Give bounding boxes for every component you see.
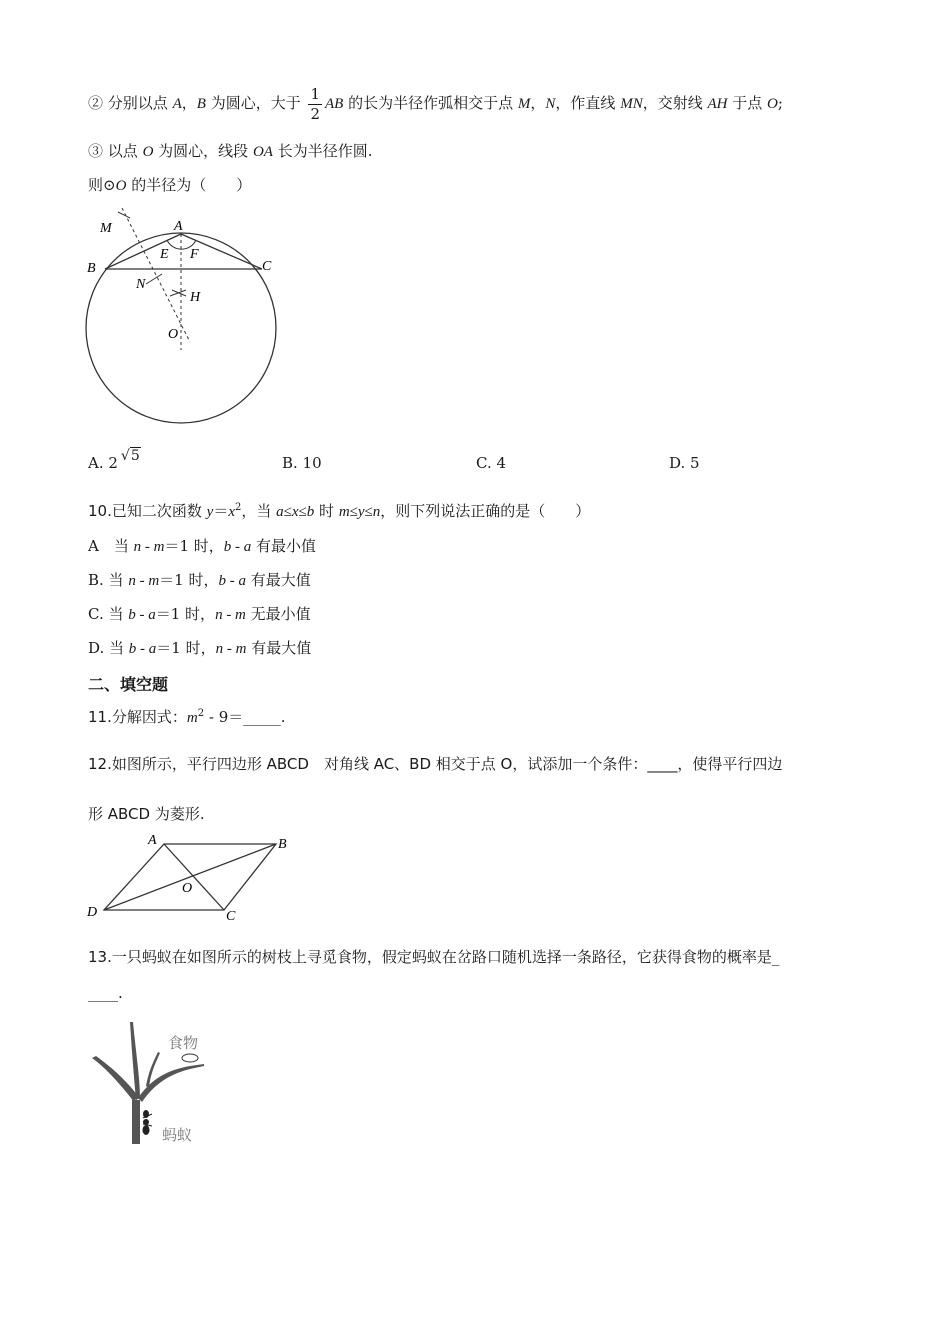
label-f: F xyxy=(190,247,199,262)
label-h: H xyxy=(190,290,201,305)
ant-icon xyxy=(143,1110,153,1135)
q12-answer-blank[interactable]: ____ xyxy=(647,755,678,773)
q9-option-b[interactable]: B. 10 xyxy=(282,454,322,472)
sqrt-sign: √5 xyxy=(120,448,140,464)
q9-option-d[interactable]: D. 5 xyxy=(669,454,700,472)
step-2-text: ② 分别以点 A，B 为圆心，大于 $\frac{1}{2}$ AB 的长为半径作弧相交于点 M，N，作直线 MN，交射线 AH 于点 O; xyxy=(88,84,783,123)
circle-construction-figure xyxy=(84,200,294,430)
label-n: N xyxy=(136,277,146,292)
ant-label: 蚂蚁 xyxy=(162,1126,193,1144)
q10-option-d[interactable]: D. 当 b - a＝1 时，n - m 有最大值 xyxy=(88,639,312,657)
q11-answer-blank[interactable]: _____ xyxy=(243,708,281,726)
circle-o xyxy=(86,233,276,423)
q13-answer-blank-part1[interactable]: _ xyxy=(771,948,780,966)
label-a: A xyxy=(148,833,157,848)
q10-option-c[interactable]: C. 当 b - a＝1 时，n - m 无最小值 xyxy=(88,605,311,623)
q12-line-1: 12.如图所示，平行四边形 ABCD 对角线 AC、BD 相交于点 O，试添加一个条件：____，使得平行四边 xyxy=(88,755,783,773)
food-icon xyxy=(182,1054,198,1062)
label-o: O xyxy=(168,327,179,342)
segment-ab xyxy=(105,234,181,269)
q13-answer-blank-part2[interactable]: ____ xyxy=(88,984,118,1002)
label-d: D xyxy=(87,905,98,920)
fraction-one-half: $\frac{1}{2}$ xyxy=(310,84,321,123)
q13-line-2: ____. xyxy=(88,984,123,1002)
left-branch xyxy=(92,1056,138,1102)
q9-option-c[interactable]: C. 4 xyxy=(476,454,507,472)
label-b: B xyxy=(278,837,287,852)
tree-trunk xyxy=(132,1100,140,1144)
q9-question: 则⊙O 的半径为（ ） xyxy=(88,176,252,194)
label-a: A xyxy=(174,219,183,234)
parallelogram-figure xyxy=(84,830,304,926)
q12-line-2: 形 ABCD 为菱形. xyxy=(88,805,205,823)
section-heading: 二、填空题 xyxy=(88,675,169,694)
label-m: M xyxy=(100,221,112,236)
arc-mark-m xyxy=(118,212,130,218)
label-o: O xyxy=(182,881,193,896)
q10-question: 10.已知二次函数 $y=x^2$，当 a≤x≤b 时 m≤y≤n，则下列说法正确的是（ ） xyxy=(88,502,591,520)
label-b: B xyxy=(87,261,96,276)
q13-line-1: 13.一只蚂蚁在如图所示的树枝上寻觅食物，假定蚂蚁在岔路口随机选择一条路径，它获得食物的概率是_ xyxy=(88,948,780,966)
q10-option-a[interactable]: A 当 n - m＝1 时，b - a 有最小值 xyxy=(88,537,317,555)
label-c: C xyxy=(262,259,272,274)
q11-question: 11.分解因式：$m^2$ - 9＝_____. xyxy=(88,708,286,726)
label-e: E xyxy=(160,247,169,262)
q10-option-b[interactable]: B. 当 n - m＝1 时，b - a 有最大值 xyxy=(88,571,311,589)
q9-option-a[interactable]: A. 2 √5 xyxy=(88,448,140,472)
diagonal-ac xyxy=(164,844,224,910)
step-3-text: ③ 以点 O 为圆心，线段 OA 长为半径作圆. xyxy=(88,142,373,160)
food-label: 食物 xyxy=(168,1034,199,1052)
label-c: C xyxy=(226,909,236,924)
ant-branch-figure xyxy=(86,1018,226,1150)
arc-mark-n xyxy=(146,274,162,284)
arc-mark-h xyxy=(170,290,186,296)
